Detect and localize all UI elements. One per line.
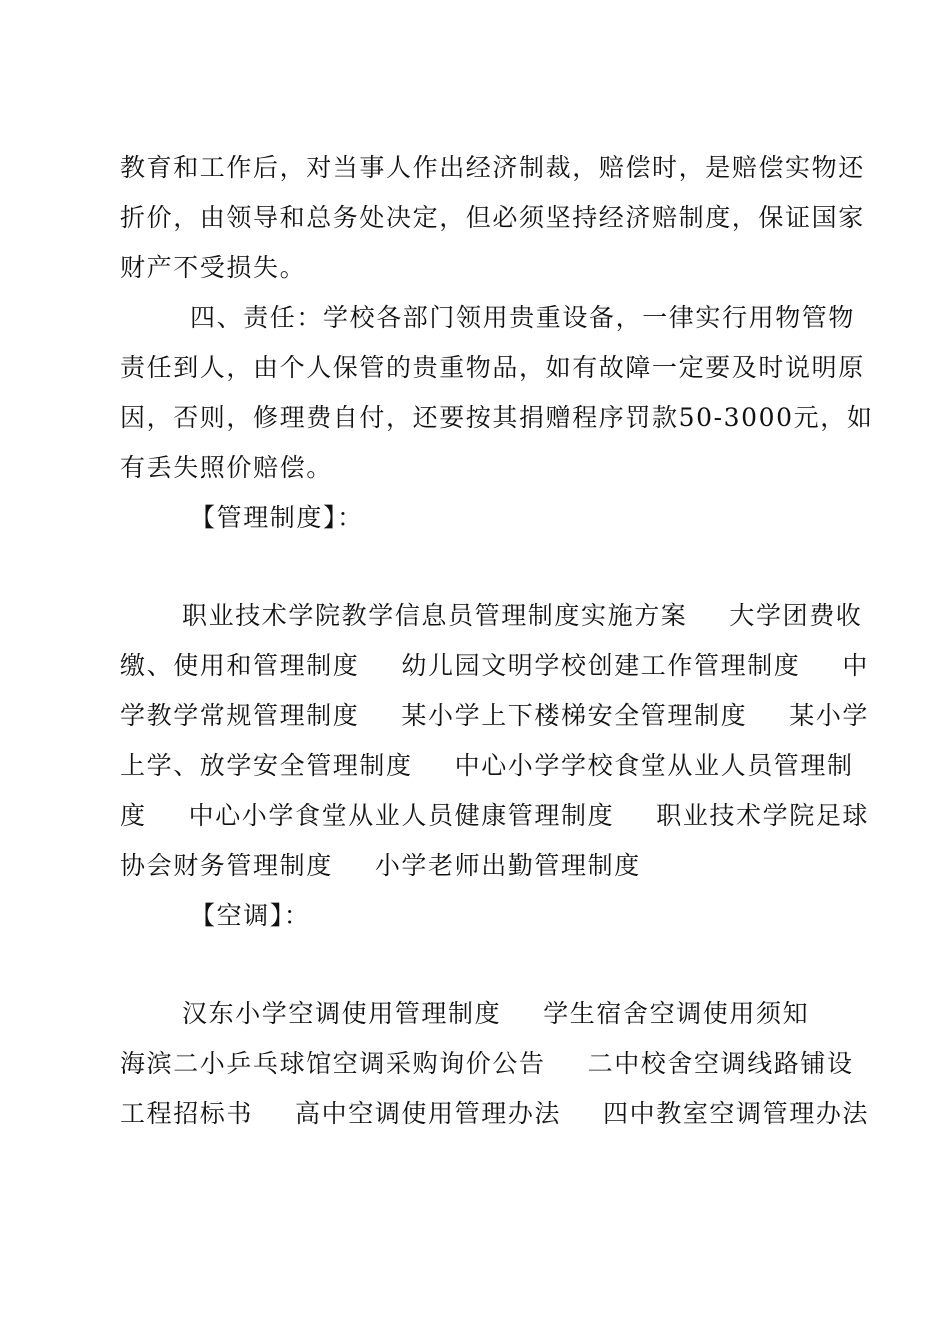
responsibility-line-4: 有丢失照价赔偿。	[120, 453, 333, 482]
link-item: 协会财务管理制度	[120, 851, 333, 880]
link-item: 学生宿舍空调使用须知	[543, 999, 810, 1028]
link-item: 某小学上下楼梯安全管理制度	[401, 701, 748, 730]
link-item: 中心小学学校食堂从业人员管理制	[454, 751, 854, 780]
responsibility-line-3: 因，否则，修理费自付，还要按其捐赠程序罚款50-3000元，如	[120, 403, 874, 432]
link-item: 海滨二小乒乓球馆空调采购询价公告	[120, 1049, 546, 1078]
link-item: 某小学	[789, 701, 870, 730]
responsibility-line-1: 四、责任：学校各部门领用贵重设备，一律实行用物管物	[190, 303, 856, 332]
aircon-heading: 【空调】：	[190, 901, 311, 930]
link-item: 上学、放学安全管理制度	[120, 751, 413, 780]
aircon-line-1	[182, 997, 832, 1031]
management-line-3	[120, 699, 870, 733]
link-item: 职业技术学院足球	[656, 801, 870, 830]
link-item: 汉东小学空调使用管理制度	[182, 999, 502, 1028]
link-item: 二中校舍空调线路铺设	[587, 1049, 854, 1078]
link-item: 幼儿园文明学校创建工作管理制度	[401, 651, 801, 680]
link-item: 小学老师出勤管理制度	[374, 851, 641, 880]
compensation-line-1: 教育和工作后，对当事人作出经济制裁，赔偿时，是赔偿实物还	[120, 153, 865, 182]
management-line-5	[120, 799, 870, 833]
link-item: 学教学常规管理制度	[120, 701, 360, 730]
responsibility-line-2: 责任到人，由个人保管的贵重物品，如有故障一定要及时说明原	[120, 353, 865, 382]
management-line-4	[120, 749, 854, 783]
link-item: 缴、使用和管理制度	[120, 651, 360, 680]
link-item: 中心小学食堂从业人员健康管理制度	[188, 801, 615, 830]
link-item: 工程招标书	[120, 1099, 254, 1128]
management-line-2	[120, 649, 870, 683]
management-heading: 【管理制度】：	[190, 503, 364, 532]
link-item: 大学团费收	[729, 601, 863, 630]
aircon-line-2	[120, 1047, 854, 1081]
compensation-line-2: 折价，由领导和总务处决定，但必须坚持经济赔制度，保证国家	[120, 203, 865, 232]
management-line-1	[182, 599, 863, 633]
compensation-line-3: 财产不受损失。	[120, 253, 307, 282]
aircon-line-3	[120, 1097, 870, 1131]
link-item: 高中空调使用管理办法	[295, 1099, 562, 1128]
link-item: 职业技术学院教学信息员管理制度实施方案	[182, 601, 688, 630]
link-item: 度	[120, 801, 147, 830]
management-line-6	[120, 849, 832, 883]
link-item: 中	[842, 651, 870, 680]
link-item: 四中教室空调管理办法	[603, 1099, 870, 1128]
